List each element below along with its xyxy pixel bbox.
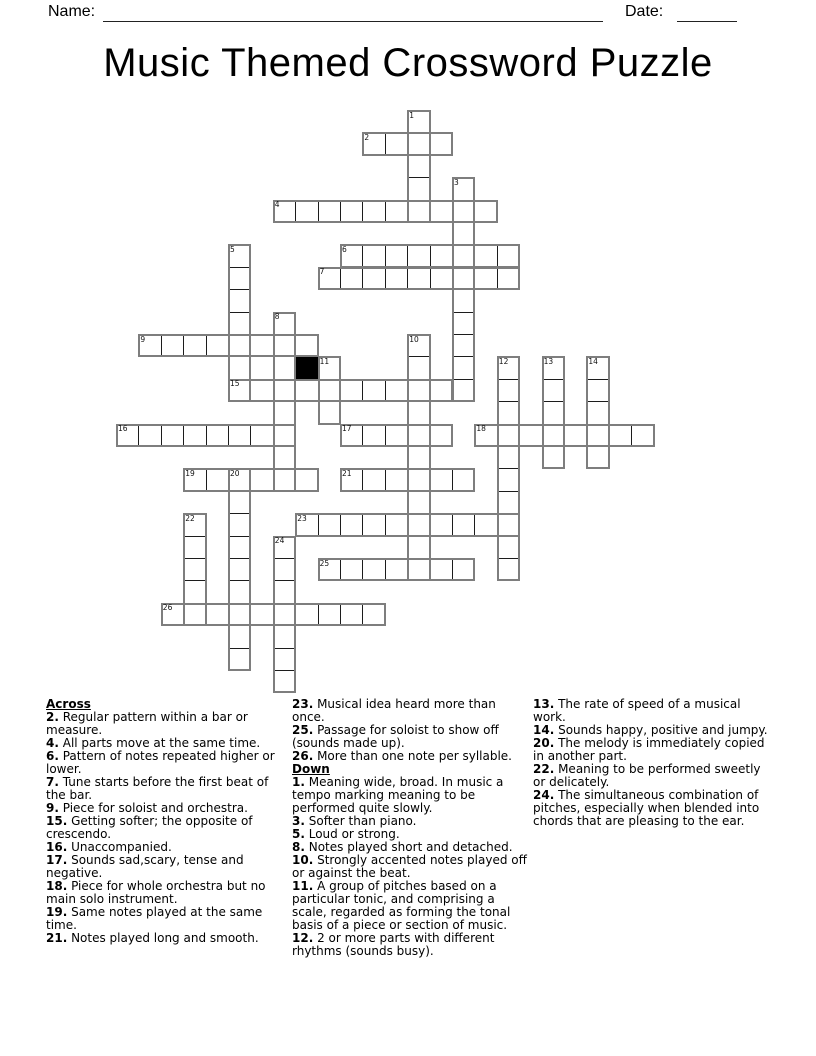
grid-cell[interactable] bbox=[407, 132, 430, 155]
grid-cell[interactable] bbox=[385, 200, 408, 223]
grid-cell[interactable] bbox=[273, 379, 296, 402]
clue-number: 21. bbox=[46, 931, 68, 945]
grid-cell[interactable] bbox=[362, 244, 385, 267]
clue-number: 11. bbox=[292, 879, 314, 893]
grid-cell[interactable] bbox=[273, 648, 296, 671]
clue-item-6: 6. Pattern of notes repeated higher or lower. bbox=[46, 749, 275, 776]
grid-cell[interactable] bbox=[452, 200, 475, 223]
grid-cell[interactable] bbox=[318, 558, 341, 581]
cell-number-19: 19 bbox=[185, 468, 195, 478]
clue-number: 18. bbox=[46, 879, 68, 893]
grid-cell[interactable] bbox=[407, 379, 430, 402]
grid-cell[interactable] bbox=[542, 401, 565, 424]
grid-cell[interactable] bbox=[206, 468, 229, 491]
grid-cell[interactable] bbox=[407, 558, 430, 581]
grid-cell[interactable] bbox=[273, 603, 296, 626]
cell-number-6: 6 bbox=[342, 244, 347, 254]
grid-cell[interactable] bbox=[407, 110, 430, 133]
grid-cell[interactable] bbox=[407, 401, 430, 424]
grid-cell[interactable] bbox=[474, 267, 497, 290]
grid-cell[interactable] bbox=[228, 289, 251, 312]
grid-cell[interactable] bbox=[318, 200, 341, 223]
grid-cell[interactable] bbox=[273, 536, 296, 559]
clue-number: 16. bbox=[46, 840, 68, 854]
clues-column-1 bbox=[46, 698, 286, 945]
grid-cell[interactable] bbox=[273, 401, 296, 424]
grid-cell[interactable] bbox=[273, 468, 296, 491]
cell-number-5: 5 bbox=[230, 244, 235, 254]
grid-cell[interactable] bbox=[228, 491, 251, 514]
clue-number: 19. bbox=[46, 905, 68, 919]
grid-cell[interactable] bbox=[340, 200, 363, 223]
clue-number: 4. bbox=[46, 736, 59, 750]
grid-cell[interactable] bbox=[273, 334, 296, 357]
grid-cell[interactable] bbox=[430, 379, 453, 402]
grid-cell[interactable] bbox=[542, 446, 565, 469]
grid-cell[interactable] bbox=[228, 625, 251, 648]
clue-number: 25. bbox=[292, 723, 314, 737]
name-label: Name: bbox=[48, 3, 96, 20]
page-title: Music Themed Crossword Puzzle bbox=[103, 41, 713, 85]
grid-cell[interactable] bbox=[295, 513, 318, 536]
cell-number-18: 18 bbox=[476, 424, 486, 434]
cell-number-20: 20 bbox=[230, 468, 240, 478]
grid-cell[interactable] bbox=[497, 558, 520, 581]
grid-cell[interactable] bbox=[340, 244, 363, 267]
cell-number-3: 3 bbox=[454, 177, 459, 187]
grid-cell[interactable] bbox=[407, 491, 430, 514]
grid-cell[interactable] bbox=[228, 356, 251, 379]
grid-cell[interactable] bbox=[452, 513, 475, 536]
cell-number-25: 25 bbox=[319, 558, 330, 568]
date-label: Date: bbox=[625, 3, 664, 20]
grid-cell[interactable] bbox=[430, 244, 453, 267]
grid-cell[interactable] bbox=[362, 132, 385, 155]
grid-cell[interactable] bbox=[430, 132, 453, 155]
cell-number-4: 4 bbox=[274, 200, 280, 210]
grid-cell[interactable] bbox=[362, 200, 385, 223]
cell-number-13: 13 bbox=[543, 356, 554, 366]
grid-cell[interactable] bbox=[362, 468, 385, 491]
grid-cell[interactable] bbox=[318, 267, 341, 290]
clue-item-3: 3. Softer than piano. bbox=[292, 814, 417, 828]
grid-cell[interactable] bbox=[474, 424, 497, 447]
grid-cell[interactable] bbox=[273, 558, 296, 581]
grid-cell[interactable] bbox=[273, 312, 296, 335]
clue-item-17: 17. Sounds sad,scary, tense and negative. bbox=[46, 853, 244, 880]
clue-number: 14. bbox=[533, 723, 555, 737]
clue-number: 9. bbox=[46, 801, 59, 815]
grid-cell[interactable] bbox=[407, 267, 430, 290]
grid-cell[interactable] bbox=[183, 580, 206, 603]
grid-cell[interactable] bbox=[452, 177, 475, 200]
grid-cell[interactable] bbox=[452, 222, 475, 245]
clue-number: 22. bbox=[533, 762, 555, 776]
clue-item-20: 20. The melody is immediately copied in another part. bbox=[533, 736, 765, 763]
grid-cell[interactable] bbox=[586, 424, 609, 447]
grid-cell[interactable] bbox=[385, 132, 408, 155]
grid-cell[interactable] bbox=[183, 468, 206, 491]
grid-cell[interactable] bbox=[295, 468, 318, 491]
cell-number-1: 1 bbox=[409, 110, 414, 120]
grid-cell[interactable] bbox=[273, 446, 296, 469]
cell-number-23: 23 bbox=[297, 513, 307, 523]
grid-cell[interactable] bbox=[273, 356, 296, 379]
clue-number: 3. bbox=[292, 814, 305, 828]
clue-item-24: 24. The simultaneous combination of pitches, especially when blended into chords that are pleasing to the ear. bbox=[533, 788, 760, 828]
cell-number-12: 12 bbox=[498, 356, 509, 366]
grid-cell[interactable] bbox=[542, 356, 565, 379]
grid-cell[interactable] bbox=[452, 334, 475, 357]
grid-cell[interactable] bbox=[183, 558, 206, 581]
clue-item-5: 5. Loud or strong. bbox=[292, 827, 400, 841]
cell-number-16: 16 bbox=[118, 424, 128, 434]
grid-cell[interactable] bbox=[474, 200, 497, 223]
grid-cell[interactable] bbox=[138, 424, 161, 447]
grid-cell[interactable] bbox=[452, 244, 475, 267]
grid-cell[interactable] bbox=[183, 603, 206, 626]
grid-cell[interactable] bbox=[452, 379, 475, 402]
cell-number-17: 17 bbox=[342, 424, 352, 434]
grid-cell[interactable] bbox=[407, 244, 430, 267]
grid-cell[interactable] bbox=[250, 424, 273, 447]
clue-item-10: 10. Strongly accented notes played off or against the beat. bbox=[292, 853, 527, 880]
grid-cell[interactable] bbox=[497, 379, 520, 402]
grid-cell[interactable] bbox=[385, 513, 408, 536]
grid-cell[interactable] bbox=[609, 424, 632, 447]
grid-cell[interactable] bbox=[183, 536, 206, 559]
grid-cell[interactable] bbox=[586, 401, 609, 424]
clue-number: 5. bbox=[292, 827, 305, 841]
clue-item-2: 2. Regular pattern within a bar or measure. bbox=[46, 710, 248, 737]
grid-cell[interactable] bbox=[206, 424, 229, 447]
grid-cell[interactable] bbox=[586, 356, 609, 379]
clue-number: 26. bbox=[292, 749, 314, 763]
grid-cell[interactable] bbox=[228, 334, 251, 357]
clues-across-header: Across bbox=[46, 697, 91, 711]
cell-number-10: 10 bbox=[409, 334, 419, 344]
grid-cell[interactable] bbox=[407, 200, 430, 223]
clue-number: 24. bbox=[533, 788, 555, 802]
grid-cell[interactable] bbox=[228, 558, 251, 581]
grid-cell[interactable] bbox=[474, 513, 497, 536]
clue-number: 12. bbox=[292, 931, 314, 945]
clue-number: 10. bbox=[292, 853, 314, 867]
grid-cell[interactable] bbox=[295, 200, 318, 223]
clue-item-15: 15. Getting softer; the opposite of crescendo. bbox=[46, 814, 253, 841]
grid-cell[interactable] bbox=[430, 200, 453, 223]
grid-cell[interactable] bbox=[362, 379, 385, 402]
grid-cell[interactable] bbox=[318, 356, 341, 379]
grid-cell[interactable] bbox=[497, 244, 520, 267]
grid-cell[interactable] bbox=[161, 334, 184, 357]
clue-number: 7. bbox=[46, 775, 59, 789]
grid-cell[interactable] bbox=[497, 267, 520, 290]
grid-cell[interactable] bbox=[452, 267, 475, 290]
grid-cell[interactable] bbox=[385, 379, 408, 402]
grid-cell[interactable] bbox=[340, 513, 363, 536]
clue-item-26: 26. More than one note per syllable. bbox=[292, 749, 512, 763]
grid-cell[interactable] bbox=[228, 580, 251, 603]
grid-cell[interactable] bbox=[452, 289, 475, 312]
clue-number: 23. bbox=[292, 697, 314, 711]
grid-cell[interactable] bbox=[497, 446, 520, 469]
clues-down-header: Down bbox=[292, 762, 330, 776]
grid-cell[interactable] bbox=[206, 603, 229, 626]
grid-cell[interactable] bbox=[250, 603, 273, 626]
grid-cell[interactable] bbox=[407, 513, 430, 536]
clue-number: 17. bbox=[46, 853, 68, 867]
grid-cell[interactable] bbox=[250, 334, 273, 357]
clue-item-8: 8. Notes played short and detached. bbox=[292, 840, 513, 854]
clue-item-16: 16. Unaccompanied. bbox=[46, 840, 172, 854]
grid-cell[interactable] bbox=[631, 424, 654, 447]
grid-cell[interactable] bbox=[228, 424, 251, 447]
grid-cell[interactable] bbox=[138, 334, 161, 357]
clue-number: 8. bbox=[292, 840, 305, 854]
grid-cell[interactable] bbox=[407, 334, 430, 357]
grid-cell[interactable] bbox=[228, 312, 251, 335]
grid-cell[interactable] bbox=[206, 334, 229, 357]
grid-cell[interactable] bbox=[273, 580, 296, 603]
grid-cell[interactable] bbox=[362, 513, 385, 536]
grid-cell[interactable] bbox=[407, 424, 430, 447]
grid-cell[interactable] bbox=[407, 177, 430, 200]
grid-cell[interactable] bbox=[586, 446, 609, 469]
grid-cell[interactable] bbox=[497, 536, 520, 559]
grid-cell[interactable] bbox=[407, 468, 430, 491]
clue-item-21: 21. Notes played long and smooth. bbox=[46, 931, 259, 945]
grid-cell[interactable] bbox=[474, 244, 497, 267]
clue-number: 2. bbox=[46, 710, 59, 724]
cell-number-24: 24 bbox=[274, 536, 285, 546]
grid-cell[interactable] bbox=[497, 424, 520, 447]
grid-cell[interactable] bbox=[273, 670, 296, 693]
grid-cell[interactable] bbox=[407, 155, 430, 178]
grid-cell[interactable] bbox=[161, 603, 184, 626]
grid-cell[interactable] bbox=[542, 379, 565, 402]
grid-cell[interactable] bbox=[228, 267, 251, 290]
grid-cell[interactable] bbox=[564, 424, 587, 447]
clues-column-3 bbox=[533, 698, 773, 828]
grid-cell[interactable] bbox=[519, 424, 542, 447]
grid-cell[interactable] bbox=[340, 424, 363, 447]
grid-cell[interactable] bbox=[340, 379, 363, 402]
grid-cell[interactable] bbox=[362, 424, 385, 447]
grid-cell[interactable] bbox=[385, 424, 408, 447]
cell-number-7: 7 bbox=[319, 267, 325, 277]
clue-item-13: 13. The rate of speed of a musical work. bbox=[533, 697, 741, 724]
grid-cell[interactable] bbox=[385, 558, 408, 581]
clue-number: 1. bbox=[292, 775, 305, 789]
grid-cell[interactable] bbox=[362, 267, 385, 290]
grid-cell[interactable] bbox=[228, 536, 251, 559]
grid-cell[interactable] bbox=[430, 513, 453, 536]
grid-cell[interactable] bbox=[183, 424, 206, 447]
clues-column-2 bbox=[292, 698, 532, 958]
grid-cell[interactable] bbox=[407, 536, 430, 559]
grid-cell[interactable] bbox=[452, 468, 475, 491]
grid-cell[interactable] bbox=[161, 424, 184, 447]
clue-item-12: 12. 2 or more parts with different rhythms (sounds busy). bbox=[292, 931, 495, 958]
clue-number: 13. bbox=[533, 697, 555, 711]
clue-item-7: 7. Tune starts before the first beat of the bar. bbox=[46, 775, 269, 802]
grid-cell[interactable] bbox=[318, 513, 341, 536]
grid-cell[interactable] bbox=[228, 648, 251, 671]
clue-item-11: 11. A group of pitches based on a particular tonic, and comprising a scale, regarded as forming the tonal basis of a piece or section of music. bbox=[292, 879, 511, 932]
cell-number-11: 11 bbox=[319, 356, 330, 366]
grid-cell[interactable] bbox=[295, 334, 318, 357]
grid-cell[interactable] bbox=[183, 513, 206, 536]
grid-cell[interactable] bbox=[385, 267, 408, 290]
clue-item-25: 25. Passage for soloist to show off (sounds made up). bbox=[292, 723, 499, 750]
grid-cell[interactable] bbox=[273, 200, 296, 223]
grid-cell[interactable] bbox=[250, 468, 273, 491]
black-cell bbox=[295, 356, 318, 379]
grid-cell[interactable] bbox=[385, 244, 408, 267]
cell-number-2: 2 bbox=[364, 132, 370, 142]
grid-cell[interactable] bbox=[116, 424, 139, 447]
grid-cell[interactable] bbox=[586, 379, 609, 402]
clue-item-18: 18. Piece for whole orchestra but no main solo instrument. bbox=[46, 879, 266, 906]
grid-cell[interactable] bbox=[318, 379, 341, 402]
grid-cell[interactable] bbox=[273, 424, 296, 447]
grid-cell[interactable] bbox=[362, 603, 385, 626]
clue-item-1: 1. Meaning wide, broad. In music a tempo marking meaning to be performed quite slowly. bbox=[292, 775, 504, 815]
grid-cell[interactable] bbox=[273, 625, 296, 648]
grid-cell[interactable] bbox=[250, 379, 273, 402]
grid-cell[interactable] bbox=[452, 312, 475, 335]
grid-cell[interactable] bbox=[295, 603, 318, 626]
cell-number-26: 26 bbox=[162, 603, 173, 613]
cell-number-9: 9 bbox=[140, 334, 146, 344]
cell-number-8: 8 bbox=[274, 312, 280, 322]
grid-cell[interactable] bbox=[407, 356, 430, 379]
grid-cell[interactable] bbox=[385, 468, 408, 491]
grid-cell[interactable] bbox=[430, 468, 453, 491]
grid-cell[interactable] bbox=[228, 468, 251, 491]
clue-number: 15. bbox=[46, 814, 68, 828]
clue-item-14: 14. Sounds happy, positive and jumpy. bbox=[533, 723, 768, 737]
grid-cell[interactable] bbox=[362, 558, 385, 581]
cell-number-21: 21 bbox=[342, 468, 352, 478]
grid-cell[interactable] bbox=[430, 424, 453, 447]
grid-cell[interactable] bbox=[407, 446, 430, 469]
grid-cell[interactable] bbox=[318, 401, 341, 424]
clue-item-23: 23. Musical idea heard more than once. bbox=[292, 697, 496, 724]
cell-number-22: 22 bbox=[185, 513, 195, 523]
cell-number-14: 14 bbox=[588, 356, 598, 366]
grid-cell[interactable] bbox=[228, 379, 251, 402]
grid-cell[interactable] bbox=[318, 603, 341, 626]
grid-cell[interactable] bbox=[340, 558, 363, 581]
clue-item-22: 22. Meaning to be performed sweetly or delicately. bbox=[533, 762, 761, 789]
clue-number: 6. bbox=[46, 749, 59, 763]
grid-cell[interactable] bbox=[340, 603, 363, 626]
grid-cell[interactable] bbox=[497, 356, 520, 379]
clue-item-4: 4. All parts move at the same time. bbox=[46, 736, 261, 750]
grid-cell[interactable] bbox=[228, 513, 251, 536]
clue-item-9: 9. Piece for soloist and orchestra. bbox=[46, 801, 248, 815]
grid-cell[interactable] bbox=[295, 379, 318, 402]
grid-cell[interactable] bbox=[497, 491, 520, 514]
cell-number-15: 15 bbox=[230, 379, 240, 389]
grid-cell[interactable] bbox=[183, 334, 206, 357]
grid-cell[interactable] bbox=[542, 424, 565, 447]
grid-cell[interactable] bbox=[340, 267, 363, 290]
grid-cell[interactable] bbox=[340, 468, 363, 491]
grid-cell[interactable] bbox=[430, 267, 453, 290]
grid-cell[interactable] bbox=[452, 356, 475, 379]
grid-cell[interactable] bbox=[228, 603, 251, 626]
grid-cell[interactable] bbox=[497, 513, 520, 536]
grid-cell[interactable] bbox=[430, 558, 453, 581]
grid-cell[interactable] bbox=[228, 244, 251, 267]
grid-cell[interactable] bbox=[497, 468, 520, 491]
clue-number: 20. bbox=[533, 736, 555, 750]
grid-cell[interactable] bbox=[452, 558, 475, 581]
clue-item-19: 19. Same notes played at the same time. bbox=[46, 905, 263, 932]
grid-cell[interactable] bbox=[497, 401, 520, 424]
